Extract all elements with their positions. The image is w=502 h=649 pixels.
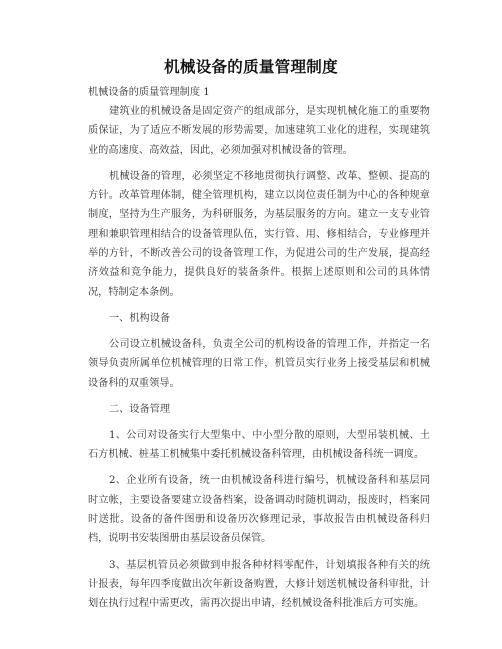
document-subtitle: 机械设备的质量管理制度 1 (88, 87, 210, 98)
section-heading-organization: 一、机构设备 (109, 312, 171, 324)
intro-paragraph-2: 机械设备的管理，必须坚定不移地贯彻执行调整、改革、整顿、提高的方针。改革管理体制，健全管理机构，建立以岗位责任制为中心的各种规章制度，坚持为生产服务，为科研服务，为基层服务的方向。建立一支专业管理和兼职管理相结合的设备管理队伍，实行管、用、修相结合，专业修理并举的方针，不断改善公司的设备管理工作，为促进公司的生产发展，提高经济效益和竞争能力，提供良好的装备条件。根据上述原则和公司的具体情况，特制定本条例。 (88, 170, 430, 298)
section-heading-equipment-management: 二、设备管理 (109, 403, 171, 415)
intro-paragraph-1: 建筑业的机械设备是固定资产的组成部分，是实现机械化施工的重要物质保证，为了适应不断发展的形势需要，加速建筑工业化的进程，实现建筑业的高速度、高效益，因此，必须加强对机械设备的管理。 (88, 106, 430, 156)
equipment-management-item-3: 3、基层机管员必须做到申报各种材料零配件，计划填报各种有关的统计报表，每年四季度做出次年新设备购置，大修计划送机械设备科审批，计划在执行过程中需更改，需再次提出申请，经机械设备科批准后方可实施。 (88, 559, 430, 610)
document-title: 机械设备的质量管理制度 (164, 58, 338, 76)
equipment-management-item-2: 2、企业所有设备，统一由机械设备科进行编号，机械设备科和基层同时立帐，主要设备要建立设备档案，设备调动时随机调动，报废时，档案同时送批。设备的备件图册和设备历次修理记录，事故报告由机械设备科归档，说明书安装图册由基层设备员保管。 (88, 475, 430, 545)
section-organization-text: 公司设立机械设备科，负责全公司的机构设备的管理工作，并指定一名领导负责所属单位机械管理的日常工作，机管员实行业务上接受基层和机械设备科的双重领导。 (88, 338, 430, 389)
equipment-management-item-1: 1、公司对设备实行大型集中、中小型分散的原则，大型吊装机械、土石方机械、桩基工机械集中委托机械设备科管理，由机械设备科统一调度。 (88, 429, 430, 461)
